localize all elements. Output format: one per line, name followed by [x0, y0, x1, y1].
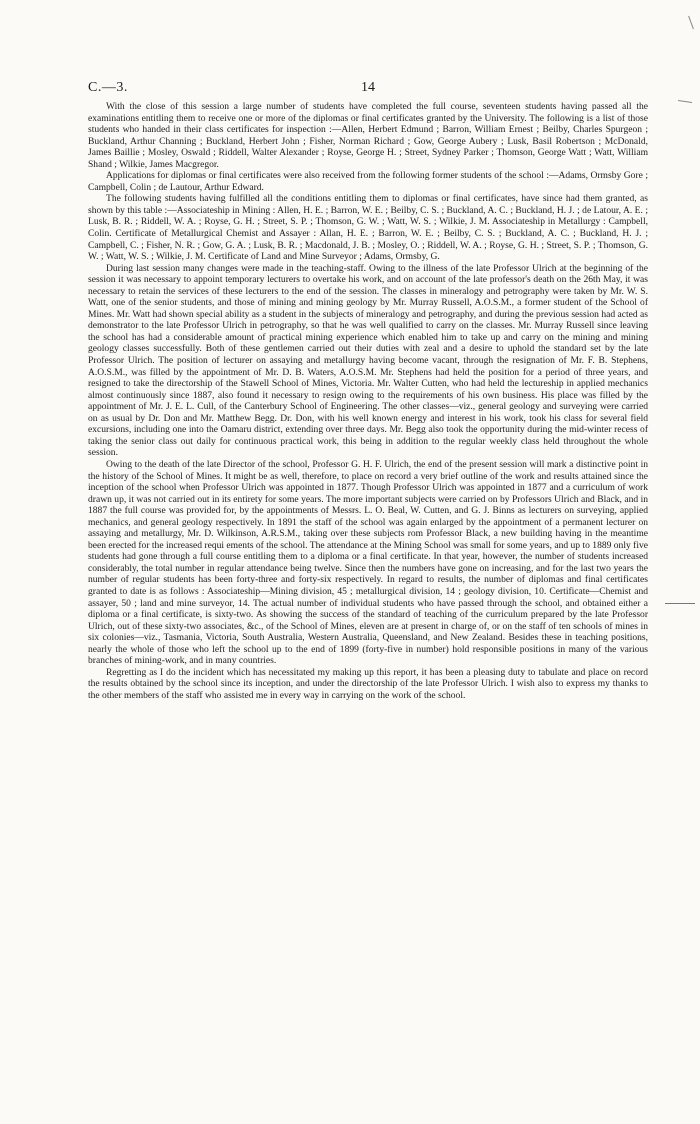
margin-mark-corner: [688, 16, 694, 29]
margin-mark-middle: [665, 603, 695, 604]
paragraph-closing: Regretting as I do the incident which has necessitated my making up this report, it has been a pleasing duty to tabulate and place on record the results obtained by the school since its inception, and under the directorship of the late Professor Ulrich. I wish also to express my thanks to the other members of the staff who assisted me in every way in carrying on the work of the school.: [88, 666, 648, 701]
page-number: 14: [361, 80, 375, 95]
paragraph-completed-students: With the close of this session a large number of students have completed the full course, seventeen students having passed all the examinations entitling them to receive one or more of the diplomas or final certificates granted by the University. The following is a list of those students who handed in their class certificates for inspection :—Allen, Herbert Edmund ; Barron, William Ernest ; Beilby, Charles Spurgeon ; Buckland, Arthur Channing ; Buckland, Herbert John ; Fisher, Norman Richard ; Gow, George Aubery ; Lusk, Basil Robertson ; McDonald, James Baillie ; Mosley, Oswald ; Riddell, Walter Alexander ; Royse, George H. ; Street, Sydney Parker ; Thomson, George Watt ; Watt, William Shand ; Wilkie, James Macgregor.: [88, 101, 648, 170]
paragraph-staff-changes: During last session many changes were made in the teaching-staff. Owing to the illness of the late Professor Ulrich at the beginning of the session it was necessary to appoint temporary lecturers to overtake his work, and on account of the late professor's death on the 26th May, it was necessary to retain the services of these lecturers to the end of the session. The classes in mineralogy and petrography were taken by Mr. W. S. Watt, one of the senior students, and those of mining and mining geology by Mr. Murray Russell, A.O.S.M., a former student of the School of Mines. Mr. Watt had shown special ability as a student in the subjects of mineralogy and petrography, and during the previous session had acted as demonstrator to the late Professor Ulrich in petrography, so that he was well qualified to carry on the classes. Mr. Murray Russell since leaving the school has had a considerable amount of practical mining experience which enabled him to take up and carry on the mining and mining geology classes successfully. Both of these gentlemen carried out their duties with zeal and a desire to uphold the standard set by the late Professor Ulrich. The position of lecturer on assaying and metallurgy having become vacant, through the resignation of Mr. F. B. Stephens, A.O.S.M., was filled by the appointment of Mr. D. B. Waters, A.O.S.M. Mr. Stephens had held the position for a period of three years, and resigned to take the directorship of the Stawell School of Mines, Victoria. Mr. Walter Cutten, who had held the lectureship in applied mechanics almost continuously since 1887, also found it necessary to resign owing to the requirements of his own business. His place was filled by the appointment of Mr. J. E. L. Cull, of the Canterbury School of Engineering. The other classes—viz., general geology and surveying were carried on as usual by Dr. Don and Mr. Matthew Begg. Dr. Don, with his well known energy and interest in his work, took his class for several field excursions, including one into the Oamaru district, extending over three days. Mr. Begg also took the opportunity during the mid-winter recess of taking the senior class out daily for continuous practical work, this being in addition to the regular weekly class held throughout the whole session.: [88, 262, 648, 459]
paragraph-school-history: Owing to the death of the late Director of the school, Professor G. H. F. Ulrich, the end of the present session will mark a distinctive point in the history of the School of Mines. It might be as well, therefore, to place on record a very brief outline of the work and results attained since the inception of the school when Professor Ulrich was appointed in 1877. Though Professor Ulrich was appointed in 1877 and a curriculum of work drawn up, it was not carried out in its entirety for some years. The more important subjects were carried on by Professors Ulrich and Black, and in 1887 the full course was provided for, by the appointments of Messrs. L. O. Beal, W. Cutten, and G. J. Binns as lecturers on surveying, applied mechanics, and general geology respectively. In 1891 the staff of the school was again enlarged by the appointment of a permanent lecturer on assaying and metallurgy, Mr. D. Wilkinson, A.R.S.M., taking over these subjects rom Professor Black, a new building having in the meantime been erected for the increased requi ements of the school. The attendance at the Mining School was small for some years, and up to 1889 only five students had gone through a full course entitling them to a diploma or a final certificate. In that year, however, the number of students increased considerably, the total number in regular attendance being twelve. Since then the numbers have gone on increasing, and for the last two years the number of regular students has been forty-three and forty-six respectively. In regard to results, the number of diplomas and final certificates granted to date is as follows : Associateship—Mining division, 45 ; metallurgical division, 14 ; geology division, 10. Certificate—Chemist and assayer, 50 ; land and mine surveyor, 14. The actual number of individual students who have passed through the school, and obtained either a diploma or a final certificate, is sixty-two. As showing the success of the standard of teaching of the curriculum prepared by the late Professor Ulrich, out of these sixty-two associates, &c., of the School of Mines, eleven are at present in charge of, or on the staff of ten schools of mines in six colonies—viz., Tasmania, Victoria, South Australia, Western Australia, Queensland, and New Zealand. Besides these in teaching positions, nearly the whole of those who left the school up to the end of 1899 (forty-five in number) hold responsible positions in many of the various branches of mining-work, and in many countries.: [88, 458, 648, 667]
paragraph-former-students: Applications for diplomas or final certificates were also received from the following former students of the school :—Adams, Ormsby Gore ; Campbell, Colin ; de Lautour, Arthur Edward.: [88, 170, 648, 193]
document-reference: C.—3.: [88, 80, 128, 95]
margin-mark-top: [678, 100, 692, 103]
report-body: [88, 101, 648, 701]
page-header: [88, 80, 648, 100]
paragraph-diplomas-granted: The following students having fulfilled all the conditions entitling them to diplomas or final certificates, have since had them granted, as shown by this table :—Associateship in Mining : Allen, H. E. ; Barron, W. E. ; Beilby, C. S. ; Buckland, A. C. ; Buckland, H. J. ; de Latour, A. E. ; Lusk, B. R. ; Riddell, W. A. ; Royse, G. H. ; Street, S. P. ; Thomson, G. W. ; Watt, W. S. ; Wilkie, J. M. Associateship in Metallurgy : Campbell, Colin. Certificate of Metallurgical Chemist and Assayer : Allan, H. E. ; Barron, W. E. ; Beilby, C. S. ; Buckland, A. C. ; Buckland, H. J. ; Campbell, C. ; Fisher, N. R. ; Gow, G. A. ; Lusk, B. R. ; Macdonald, J. B. ; Mosley, O. ; Riddell, W. A. ; Royse, G. H. ; Street, S. P. ; Thomson, G. W. ; Watt, W. S. ; Wilkie, J. M. Certificate of Land and Mine Surveyor ; Adams, Ormsby, G.: [88, 193, 648, 263]
